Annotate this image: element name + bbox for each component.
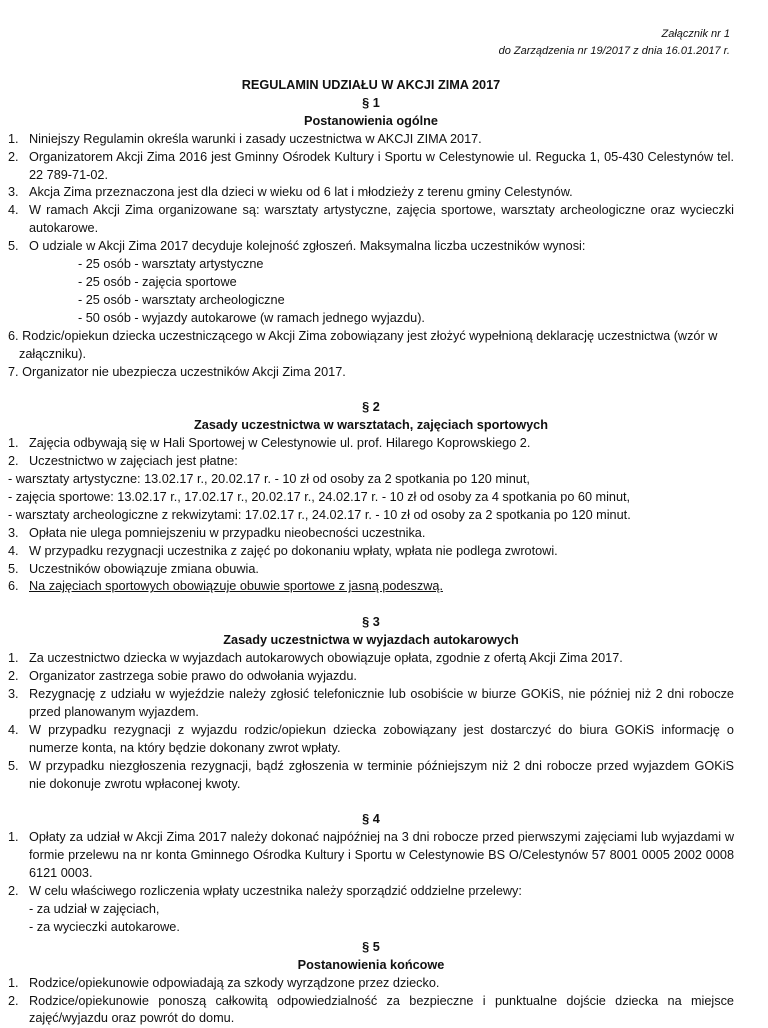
list-item: 4. W ramach Akcji Zima organizowane są: warsztaty artystyczne, zajęcia sportowe, warsztaty archeologiczne oraz wycieczki autokarowe. bbox=[8, 202, 734, 238]
section-5-subtitle: Postanowienia końcowe bbox=[8, 957, 734, 975]
section-3-heading: § 3 bbox=[8, 614, 734, 632]
annex-line-2: do Zarządzenia nr 19/2017 z dnia 16.01.2017 r. bbox=[499, 43, 730, 60]
annex-line-1: Załącznik nr 1 bbox=[499, 26, 730, 43]
price-item: - warsztaty archeologiczne z rekwizytami: 17.02.17 r., 24.02.17 r. - 10 zł od osoby za 2 spotkania po 120 minut. bbox=[8, 507, 734, 525]
section-2-heading: § 2 bbox=[8, 399, 734, 417]
list-item: 5. Uczestników obowiązuje zmiana obuwia. bbox=[8, 561, 734, 579]
section-4-heading: § 4 bbox=[8, 811, 734, 829]
list-item: 6. Rodzic/opiekun dziecka uczestniczącego w Akcji Zima zobowiązany jest złożyć wypełnioną deklarację uczestnictwa (wzór w załączniku). bbox=[8, 328, 734, 364]
limit-item: - 50 osób - wyjazdy autokarowe (w ramach jednego wyjazdu). bbox=[8, 310, 734, 328]
list-item: 3. Akcja Zima przeznaczona jest dla dzieci w wieku od 6 lat i młodzieży z terenu gminy Celestynów. bbox=[8, 184, 734, 202]
section-1-subtitle: Postanowienia ogólne bbox=[8, 113, 734, 131]
section-3-subtitle: Zasady uczestnictwa w wyjazdach autokarowych bbox=[8, 632, 734, 650]
section-2-list bbox=[8, 435, 734, 596]
list-item: 3. Rezygnację z udziału w wyjeździe należy zgłosić telefonicznie lub osobiście w biurze GOKiS, nie później niż 2 dni robocze przed planowanym wyjazdem. bbox=[8, 686, 734, 722]
list-item: 7. Organizator nie ubezpiecza uczestników Akcji Zima 2017. bbox=[8, 364, 734, 382]
price-item: - zajęcia sportowe: 13.02.17 r., 17.02.17 r., 20.02.17 r., 24.02.17 r. - 10 zł od osoby za 4 spotkania po 60 minut, bbox=[8, 489, 734, 507]
list-item: 2. Organizator zastrzega sobie prawo do odwołania wyjazdu. bbox=[8, 668, 734, 686]
list-item: 1. Rodzice/opiekunowie odpowiadają za szkody wyrządzone przez dziecko. bbox=[8, 975, 734, 993]
list-item: 2. Organizatorem Akcji Zima 2016 jest Gminny Ośrodek Kultury i Sportu w Celestynowie ul. Regucka 1, 05-430 Celestynów tel. 22 789-71-02. bbox=[8, 149, 734, 185]
transfer-item: - za udział w zajęciach, bbox=[8, 901, 734, 919]
section-3-list bbox=[8, 650, 734, 793]
limit-item: - 25 osób - zajęcia sportowe bbox=[8, 274, 734, 292]
regulation-body bbox=[8, 77, 734, 1028]
section-4-list bbox=[8, 829, 734, 936]
limit-item: - 25 osób - warsztaty archeologiczne bbox=[8, 292, 734, 310]
list-item: 1. Zajęcia odbywają się w Hali Sportowej w Celestynowie ul. prof. Hilarego Koprowskiego 2. bbox=[8, 435, 734, 453]
section-1-list bbox=[8, 131, 734, 382]
list-item: 2. Uczestnictwo w zajęciach jest płatne: bbox=[8, 453, 734, 471]
list-item: 1. Niniejszy Regulamin określa warunki i zasady uczestnictwa w AKCJI ZIMA 2017. bbox=[8, 131, 734, 149]
limit-item: - 25 osób - warsztaty artystyczne bbox=[8, 256, 734, 274]
list-item: 3. Opłata nie ulega pomniejszeniu w przypadku nieobecności uczestnika. bbox=[8, 525, 734, 543]
section-5-heading: § 5 bbox=[8, 939, 734, 957]
list-item: 6. Na zajęciach sportowych obowiązuje obuwie sportowe z jasną podeszwą. bbox=[8, 578, 734, 596]
section-5-list bbox=[8, 975, 734, 1028]
list-item: 2. W celu właściwego rozliczenia wpłaty uczestnika należy sporządzić oddzielne przelewy: bbox=[8, 883, 734, 901]
list-item: 5. W przypadku niezgłoszenia rezygnacji, bądź zgłoszenia w terminie późniejszym niż 2 dni robocze przed wyjazdem GOKiS nie dokonuje zwrotu wpłaconej kwoty. bbox=[8, 758, 734, 794]
price-item: - warsztaty artystyczne: 13.02.17 r., 20.02.17 r. - 10 zł od osoby za 2 spotkania po 120 minut, bbox=[8, 471, 734, 489]
document-title: REGULAMIN UDZIAŁU W AKCJI ZIMA 2017 bbox=[8, 77, 734, 95]
list-item: 4. W przypadku rezygnacji uczestnika z zajęć po dokonaniu wpłaty, wpłata nie podlega zwrotowi. bbox=[8, 543, 734, 561]
list-item: 1. Opłaty za udział w Akcji Zima 2017 należy dokonać najpóźniej na 3 dni robocze przed pierwszymi zajęciami lub wyjazdami w formie przelewu na nr konta Gminnego Ośrodka Kultury i Sportu w Celestynowie BS O/Celestynów 57 8001 0005 2002 0008 6121 0003. bbox=[8, 829, 734, 883]
transfer-item: - za wycieczki autokarowe. bbox=[8, 919, 734, 937]
annex-note bbox=[499, 26, 730, 60]
list-item: 1. Za uczestnictwo dziecka w wyjazdach autokarowych obowiązuje opłata, zgodnie z ofertą Akcji Zima 2017. bbox=[8, 650, 734, 668]
list-item: 2. Rodzice/opiekunowie ponoszą całkowitą odpowiedzialność za bezpieczne i punktualne dojście dziecka na miejsce zajęć/wyjazdu oraz powrót do domu. bbox=[8, 993, 734, 1028]
section-1-heading: § 1 bbox=[8, 95, 734, 113]
section-2-subtitle: Zasady uczestnictwa w warsztatach, zajęciach sportowych bbox=[8, 417, 734, 435]
list-item: 5. O udziale w Akcji Zima 2017 decyduje kolejność zgłoszeń. Maksymalna liczba uczestników wynosi: bbox=[8, 238, 734, 256]
list-item: 4. W przypadku rezygnacji z wyjazdu rodzic/opiekun dziecka zobowiązany jest dostarczyć do biura GOKiS informację o numerze konta, na który będzie dokonany zwrot wpłaty. bbox=[8, 722, 734, 758]
